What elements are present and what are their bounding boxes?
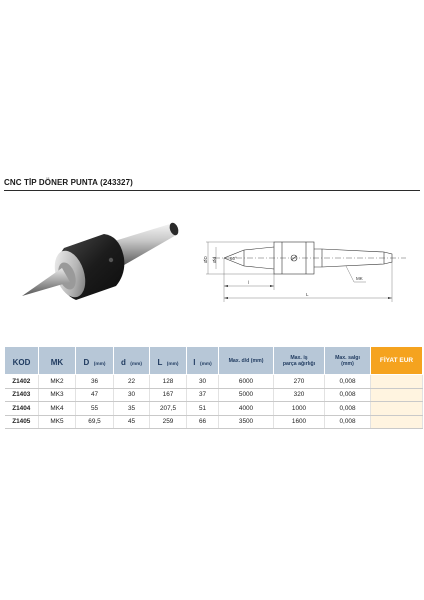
table-row — [5, 415, 423, 429]
cell-max-salgi: 0,008 — [325, 388, 371, 402]
cell-mk: MK4 — [39, 402, 76, 416]
cell-mk: MK3 — [39, 388, 76, 402]
col-max-dd: Max. d/d (mm) — [219, 347, 274, 375]
dim-d-label: Ød — [212, 256, 217, 263]
col-l: l (mm) — [187, 347, 219, 375]
cell-L: 207,5 — [150, 402, 187, 416]
cell-max-dd: 4000 — [219, 402, 274, 416]
cell-D: 69,5 — [76, 415, 114, 429]
product-image — [12, 214, 192, 314]
table-header-row — [5, 347, 423, 375]
cell-fiyat — [371, 415, 423, 429]
cell-kod: Z1402 — [5, 375, 39, 389]
spec-table — [4, 346, 423, 429]
cell-l: 37 — [187, 388, 219, 402]
cell-d: 45 — [114, 415, 150, 429]
cell-max-is: 320 — [274, 388, 325, 402]
dim-MK-label: MK — [356, 276, 363, 281]
table-row — [5, 388, 423, 402]
cell-d: 35 — [114, 402, 150, 416]
cell-max-salgi: 0,008 — [325, 402, 371, 416]
col-max-salgi: Max. salgı (mm) — [325, 347, 371, 375]
table-row — [5, 375, 423, 389]
cell-D: 55 — [76, 402, 114, 416]
cell-fiyat — [371, 402, 423, 416]
cell-max-is: 1000 — [274, 402, 325, 416]
page-title: CNC TİP DÖNER PUNTA (243327) — [4, 178, 133, 187]
cell-mk: MK5 — [39, 415, 76, 429]
cell-D: 36 — [76, 375, 114, 389]
cell-fiyat — [371, 375, 423, 389]
cell-L: 259 — [150, 415, 187, 429]
cell-max-is: 1600 — [274, 415, 325, 429]
dim-angle-label: 60° — [230, 256, 237, 261]
cell-mk: MK2 — [39, 375, 76, 389]
dim-D-label: ØD — [203, 256, 208, 263]
cell-l: 51 — [187, 402, 219, 416]
col-L: L (mm) — [150, 347, 187, 375]
cell-fiyat — [371, 388, 423, 402]
cell-d: 22 — [114, 375, 150, 389]
col-max-is: Max. iş parça ağırlığı — [274, 347, 325, 375]
cell-d: 30 — [114, 388, 150, 402]
dim-L-label: L — [306, 292, 309, 297]
col-d: d (mm) — [114, 347, 150, 375]
title-divider — [4, 190, 420, 191]
cell-l: 66 — [187, 415, 219, 429]
cell-max-dd: 3500 — [219, 415, 274, 429]
col-D: D (mm) — [76, 347, 114, 375]
cell-kod: Z1403 — [5, 388, 39, 402]
table-row — [5, 402, 423, 416]
cell-max-salgi: 0,008 — [325, 375, 371, 389]
cell-kod: Z1404 — [5, 402, 39, 416]
cell-L: 128 — [150, 375, 187, 389]
col-mk: MK — [39, 347, 76, 375]
dim-l-label: l — [248, 280, 249, 285]
technical-drawing — [196, 222, 412, 314]
cell-max-is: 270 — [274, 375, 325, 389]
cell-D: 47 — [76, 388, 114, 402]
cell-l: 30 — [187, 375, 219, 389]
col-fiyat: FİYAT EUR — [371, 347, 423, 375]
cell-max-dd: 5000 — [219, 388, 274, 402]
cell-max-salgi: 0,008 — [325, 415, 371, 429]
cell-max-dd: 6000 — [219, 375, 274, 389]
cell-L: 167 — [150, 388, 187, 402]
cell-kod: Z1405 — [5, 415, 39, 429]
col-kod: KOD — [5, 347, 39, 375]
